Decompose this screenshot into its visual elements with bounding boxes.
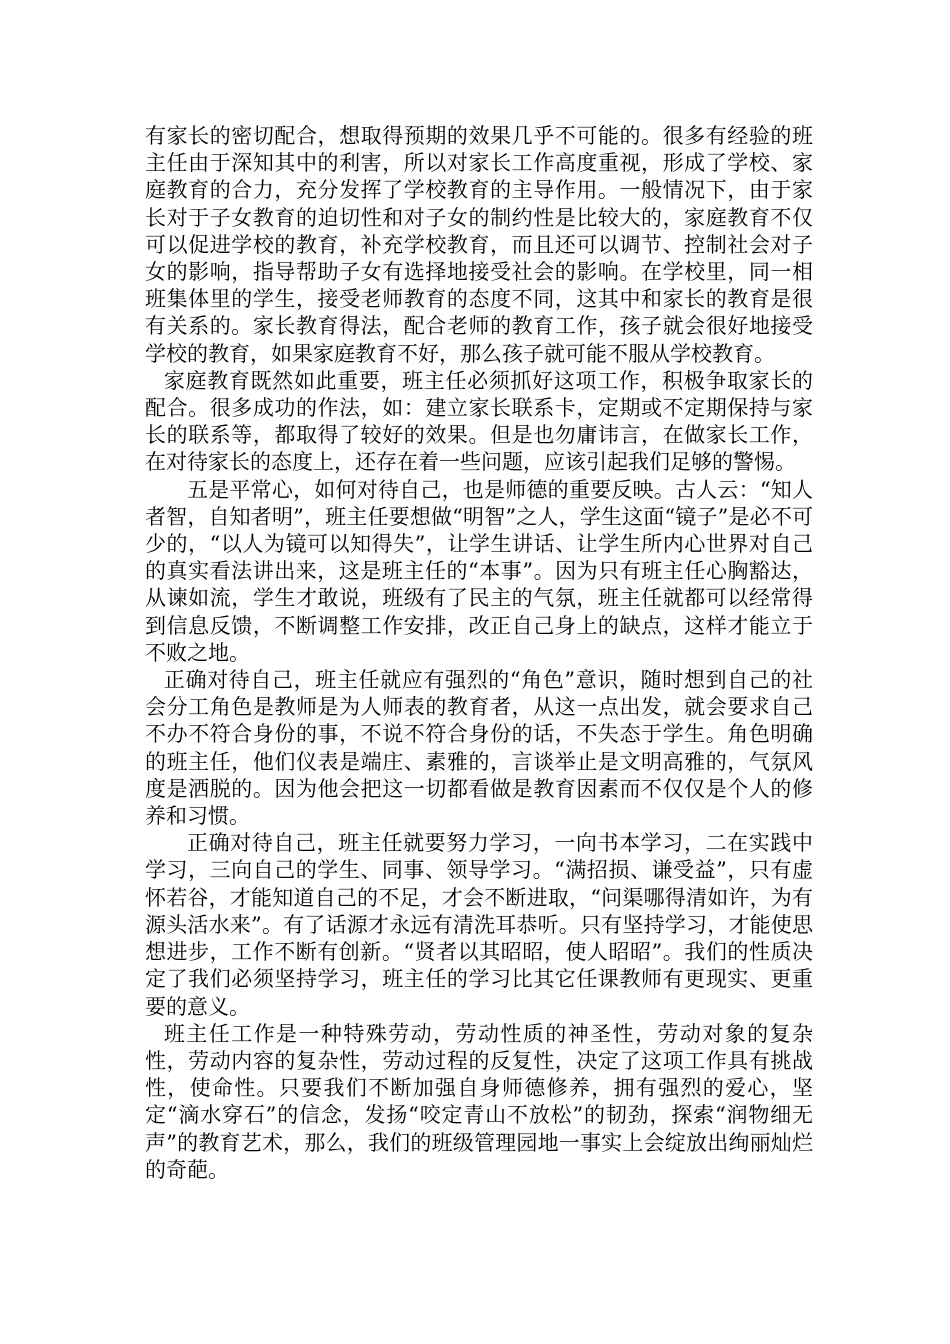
paragraph-conclusion: 班主任工作是一种特殊劳动，劳动性质的神圣性，劳动对象的复杂性，劳动内容的复杂性，劳动过程的反复性，决定了这项工作具有挑战性，使命性。只要我们不断加强自身师德修养，拥有强烈的爱心，坚定“滴水穿石”的信念，发扬“咬定青山不放松”的韧劲，探索“润物细无声”的教育艺术，那么，我们的班级管理园地一事实上会绽放出绚丽灿烂的奇葩。 [145,1021,813,1182]
paragraph-family-education-importance: 家庭教育既然如此重要，班主任必须抓好这项工作，积极争取家长的配合。很多成功的作法，如：建立家长联系卡，定期或不定期保持与家长的联系等，都取得了较好的效果。但是也勿庸讳言，在做家长工作，在对待家长的态度上，还存在着一些问题，应该引起我们足够的警惕。 [145,368,813,475]
paragraph-role-awareness: 正确对待自己，班主任就应有强烈的“角色”意识，随时想到自己的社会分工角色是教师是为人师表的教育者，从这一点出发，就会要求自己不办不符合身份的事，不说不符合身份的话，不失态于学生。角色明确的班主任，他们仪表是端庄、素雅的，言谈举止是文明高雅的，气氛风度是洒脱的。因为他会把这一切都看做是教育因素而不仅仅是个人的修养和习惯。 [145,668,813,829]
paragraph-keep-learning: 正确对待自己，班主任就要努力学习，一向书本学习，二在实践中学习，三向自己的学生、同事、领导学习。“满招损、谦受益”，只有虚怀若谷，才能知道自己的不足，才会不断进取，“问渠哪得清如许，为有源头活水来”。有了话源才永远有清洗耳恭听。只有坚持学习，才能使思想进步，工作不断有创新。“贤者以其昭昭，使人昭昭”。我们的性质决定了我们必须坚持学习，班主任的学习比其它任课教师有更现实、更重要的意义。 [145,831,813,1019]
paragraph-family-cooperation: 有家长的密切配合，想取得预期的效果几乎不可能的。很多有经验的班主任由于深知其中的利害，所以对家长工作高度重视，形成了学校、家庭教育的合力，充分发挥了学校教育的主导作用。一般情况下，由于家长对于子女教育的迫切性和对子女的制约性是比较大的，家庭教育不仅可以促进学校的教育，补充学校教育，而且还可以调节、控制社会对子女的影响，指导帮助子女有选择地接受社会的影响。在学校里，同一相班集体里的学生，接受老师教育的态度不同，这其中和家长的教育是很有关系的。家长教育得法，配合老师的教育工作，孩子就会很好地接受学校的教育，如果家庭教育不好，那么孩子就可能不服从学校教育。 [145,124,813,366]
paragraph-calm-mind: 五是平常心，如何对待自己，也是师德的重要反映。古人云：“知人者智，自知者明”，班主任要想做“明智”之人，学生这面“镜子”是必不可少的，“以人为镜可以知得失”，让学生讲话、让学生所内心世界对自己的真实看法讲出来，这是班主任的“本事”。因为只有班主任心胸豁达，从谏如流，学生才敢说，班级有了民主的气氛，班主任就都可以经常得到信息反馈，不断调整工作安排，改正自己身上的缺点，这样才能立于不败之地。 [145,477,813,665]
document-body [145,123,813,1184]
